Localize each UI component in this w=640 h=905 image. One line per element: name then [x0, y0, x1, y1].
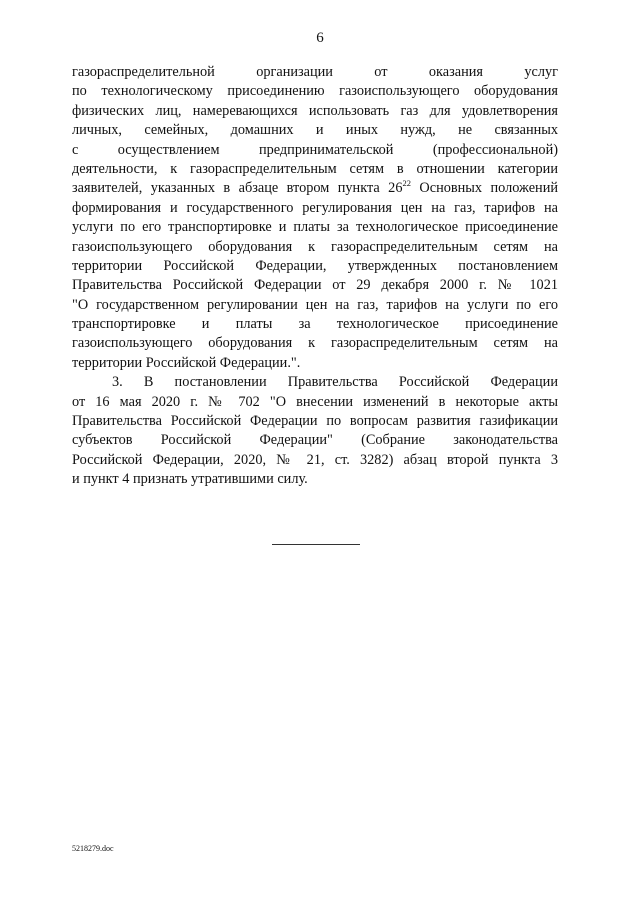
text-segment: Основных положений — [410, 180, 558, 197]
end-of-document-rule — [272, 544, 360, 545]
text-line: газораспределительной организации от оказания услуг — [72, 64, 558, 80]
text-line: субъектов Российской Федерации" (Собрание законодательства — [72, 432, 558, 449]
paragraph-continuation — [72, 63, 558, 373]
text-line: от 16 мая 2020 г. № 702 "О внесении изменений в некоторые акты — [72, 393, 558, 410]
superscript-22: 22 — [402, 178, 411, 189]
text-line: транспортировке и платы за технологическое присоединение — [72, 316, 558, 333]
text-line: газоиспользующего оборудования к газораспределительным сетям на — [72, 335, 558, 352]
text-line: Российской Федерации, 2020, № 21, ст. 3282) абзац второй пункта 3 — [72, 451, 558, 468]
page-number: 6 — [316, 30, 324, 46]
text-line: услуги по его транспортировке и платы за технологическое присоединение — [72, 219, 558, 236]
document-file-code: 5218279.doc — [72, 844, 114, 853]
text-line: физических лиц, намеревающихся использовать газ для удовлетворения — [72, 102, 558, 119]
text-line: по технологическому присоединению газоиспользующего оборудования — [72, 83, 558, 100]
text-line: газоиспользующего оборудования к газораспределительным сетям на — [72, 238, 558, 255]
body-text — [72, 63, 558, 490]
text-line: Правительства Российской Федерации от 29 декабря 2000 г. № 1021 — [72, 277, 558, 294]
text-line: личных, семейных, домашних и иных нужд, не связанных — [72, 122, 558, 139]
text-segment: заявителей, указанных в абзаце втором пункта 26 — [72, 180, 403, 197]
text-line: территории Российской Федерации, утвержденных постановлением — [72, 257, 558, 274]
text-line: деятельности, к газораспределительным сетям в отношении категории — [72, 160, 558, 177]
text-line: Правительства Российской Федерации по вопросам развития газификации — [72, 413, 558, 430]
text-line: с осуществлением предпринимательской (профессиональной) — [72, 141, 558, 158]
text-line: 3. В постановлении Правительства Российской Федерации — [112, 374, 558, 391]
text-line: "О государственном регулировании цен на газ, тарифов на услуги по его — [72, 296, 558, 313]
text-line: территории Российской Федерации.". — [72, 354, 301, 371]
text-line: формирования и государственного регулирования цен на газ, тарифов на — [72, 199, 558, 216]
text-line-with-footnote — [72, 179, 558, 198]
paragraph-item-3 — [72, 373, 558, 489]
text-line: и пункт 4 признать утратившими силу. — [72, 471, 308, 488]
